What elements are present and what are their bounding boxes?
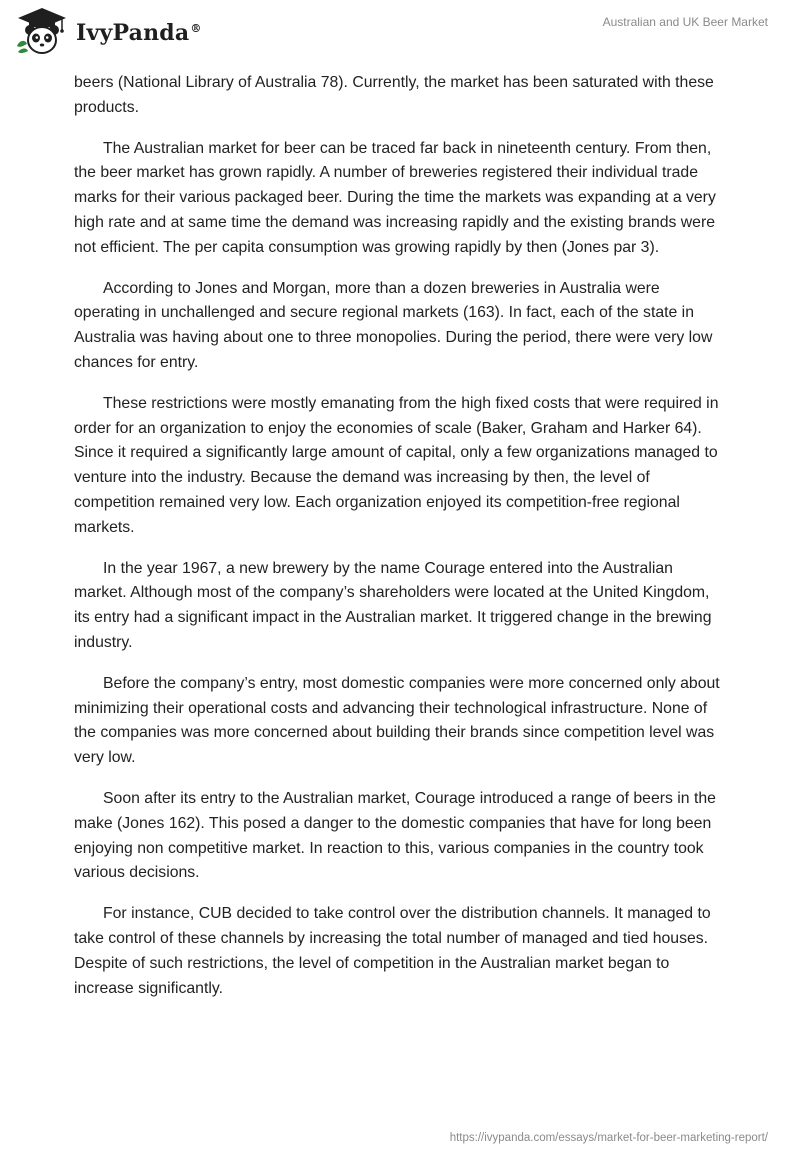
paragraph: According to Jones and Morgan, more than a dozen breweries in Australia were operating in unchallenged and secure regional markets (163). In fact, each of the state in Australia was having about one to three monopolies. During the period, there were very low chances for entry.	[74, 279, 713, 371]
paragraph: These restrictions were mostly emanating from the high fixed costs that were required in order for an organization to enjoy the economies of scale (Baker, Graham and Harker 64). Since it required a significantly large amount of capital, only a few organizations managed to venture into the industry. Because the demand was increasing by then, the level of competition remained very low. Each organization enjoyed its competition-free regional markets.	[74, 394, 719, 536]
paragraph: For instance, CUB decided to take control over the distribution channels. It managed to take control of these channels by increasing the total number of managed and tied houses. Despite of such restrictions, the level of competition in the Australian market began to increase significantly.	[74, 905, 711, 997]
paragraph: Soon after its entry to the Australian market, Courage introduced a range of beers in the make (Jones 162). This posed a danger to the domestic companies that have for long been enjoying non competitive market. In reaction to this, various companies in the country took various decisions.	[74, 789, 716, 882]
paragraph: beers (National Library of Australia 78). Currently, the market has been saturated with these products.	[74, 74, 714, 116]
brand-logo[interactable]	[14, 6, 202, 58]
document-title: Australian and UK Beer Market	[602, 15, 768, 29]
panda-graduate-logo-icon	[14, 6, 70, 58]
paragraph: The Australian market for beer can be traced far back in nineteenth century. From then, the beer market has grown rapidly. A number of breweries registered their individual trade marks for their various packaged beer. During the time the markets was expanding at a very high rate and at same time the demand was increasing rapidly and the existing brands were not efficient. The per capita consumption was growing rapidly by then (Jones par 3).	[74, 139, 716, 256]
page-header	[0, 0, 800, 70]
brand-name: IvyPanda®	[76, 20, 202, 46]
registered-mark: ®	[190, 21, 202, 35]
paragraph: In the year 1967, a new brewery by the name Courage entered into the Australian market. Although most of the company’s shareholders were located at the United Kingdom, its entry had a significant impact in the Australian market. It triggered change in the brewing industry.	[74, 559, 712, 651]
source-url[interactable]: https://ivypanda.com/essays/market-for-beer-marketing-report/	[449, 1132, 768, 1144]
essay-body	[74, 71, 728, 1017]
paragraph: Before the company’s entry, most domestic companies were more concerned only about minimizing their operational costs and advancing their technological infrastructure. None of the companies was more concerned about building their brands since competition level was very low.	[74, 674, 720, 767]
